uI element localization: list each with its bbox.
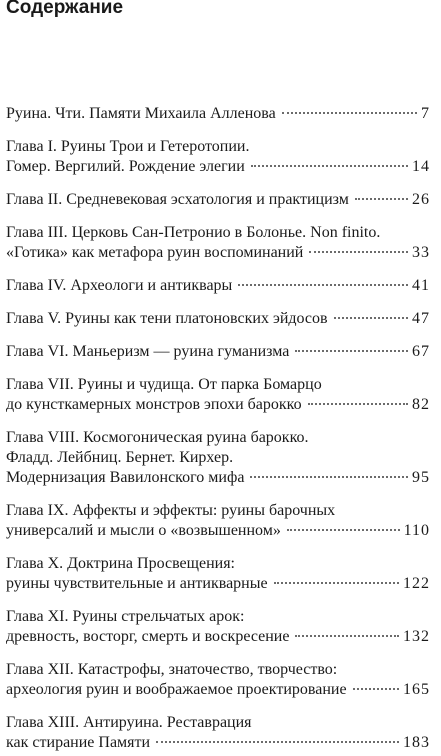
dot-leader	[355, 198, 408, 200]
toc-entry-line	[6, 395, 430, 415]
toc-entry-line: Глава I. Руины Трои и Гетеротопии.	[6, 138, 250, 155]
toc-entry-line: Глава III. Церковь Сан-Петронио в Болонье. Non finito.	[6, 224, 381, 241]
toc-entry-line	[6, 733, 430, 753]
toc-page-number: 82	[412, 396, 430, 413]
dot-leader	[295, 635, 399, 637]
toc-page-number: 132	[403, 628, 430, 645]
toc-page-number: 26	[412, 191, 430, 208]
dot-leader	[238, 284, 408, 286]
toc-entry-line	[6, 190, 430, 210]
toc-entry-title: «Готика» как метафора руин воспоминаний	[6, 244, 304, 261]
toc-entry	[6, 501, 430, 541]
dot-leader	[309, 251, 408, 253]
toc-entry-title: древность, восторг, смерть и воскресение	[6, 628, 290, 645]
dot-leader	[295, 350, 408, 352]
toc-page-number: 14	[412, 158, 430, 175]
toc-page-number: 67	[412, 343, 430, 360]
toc-entry	[6, 190, 430, 210]
toc-entry	[6, 104, 430, 124]
toc-entry	[6, 137, 430, 177]
toc-entry-title: Глава II. Средневековая эсхатология и практицизм	[6, 191, 349, 208]
dot-leader	[156, 741, 399, 743]
toc-page-number: 165	[403, 681, 430, 698]
dot-leader	[250, 476, 408, 478]
toc-entry-title: до кунсткамерных монстров эпохи барокко	[6, 396, 302, 413]
toc-entry-line: Глава VIII. Космогоническая руина барокко.	[6, 429, 309, 446]
toc-entry-title: Модернизация Вавилонского мифа	[6, 469, 245, 486]
dot-leader	[274, 582, 399, 584]
toc-entry	[6, 276, 430, 296]
toc-entry-title: Гомер. Вергилий. Рождение элегии	[6, 158, 245, 175]
dot-leader	[308, 403, 408, 405]
toc-entry-line: Глава XI. Руины стрельчатых арок:	[6, 608, 245, 625]
toc-entry-title: Глава VI. Маньеризм — руина гуманизма	[6, 343, 290, 360]
toc-page-number: 95	[412, 469, 430, 486]
toc-entry-title: Глава V. Руины как тени платоновских эйдосов	[6, 310, 328, 327]
toc-entry-line	[6, 243, 430, 263]
toc-entry-line	[6, 309, 430, 329]
toc-page-number: 41	[412, 277, 430, 294]
toc-entry	[6, 713, 430, 753]
toc-entry-line	[6, 104, 430, 124]
toc-entry-line: Глава IX. Аффекты и эффекты: руины барочных	[6, 502, 336, 519]
toc-entry	[6, 607, 430, 647]
toc-entry-line	[6, 468, 430, 488]
dot-leader	[251, 165, 408, 167]
toc-entry-line	[6, 157, 430, 177]
toc-entry-title: Руина. Чти. Памяти Михаила Алленова	[6, 105, 276, 122]
toc-entry	[6, 375, 430, 415]
toc-entry	[6, 342, 430, 362]
toc-entry-line: Глава VII. Руины и чудища. От парка Бомарцо	[6, 376, 322, 393]
toc-entry-line	[6, 680, 430, 700]
toc-entry-line	[6, 627, 430, 647]
toc-entry-title: Глава IV. Археологи и антиквары	[6, 277, 233, 294]
toc-entry-line: Фладд. Лейбниц. Бернет. Кирхер.	[6, 449, 234, 466]
toc-entry	[6, 554, 430, 594]
toc-entry	[6, 428, 430, 488]
toc-heading: Содержание	[6, 0, 124, 18]
toc-entry	[6, 309, 430, 329]
toc-list	[6, 104, 430, 756]
dot-leader	[334, 317, 408, 319]
toc-entry-line	[6, 521, 430, 541]
toc-entry-line	[6, 342, 430, 362]
dot-leader	[282, 112, 417, 114]
toc-entry-title: универсалий и мысли о «возвышенном»	[6, 522, 281, 539]
toc-entry	[6, 660, 430, 700]
toc-entry-title: археология руин и воображаемое проектирование	[6, 681, 347, 698]
toc-entry-line	[6, 574, 430, 594]
toc-page-number: 7	[421, 105, 430, 122]
toc-page-number: 47	[412, 310, 430, 327]
toc-entry-line: Глава X. Доктрина Просвещения:	[6, 555, 235, 572]
toc-entry-line: Глава XIII. Антируина. Реставрация	[6, 714, 252, 731]
toc-page-number: 110	[403, 522, 430, 539]
toc-entry-line: Глава XII. Катастрофы, знаточество, творчество:	[6, 661, 338, 678]
toc-page-number: 122	[403, 575, 430, 592]
dot-leader	[353, 688, 399, 690]
toc-page-number: 33	[412, 244, 430, 261]
toc-entry	[6, 223, 430, 263]
dot-leader	[287, 529, 400, 531]
toc-entry-title: руины чувствительные и антикварные	[6, 575, 268, 592]
toc-page-number: 183	[403, 734, 430, 751]
toc-entry-line	[6, 276, 430, 296]
toc-entry-title: как стирание Памяти	[6, 734, 151, 751]
